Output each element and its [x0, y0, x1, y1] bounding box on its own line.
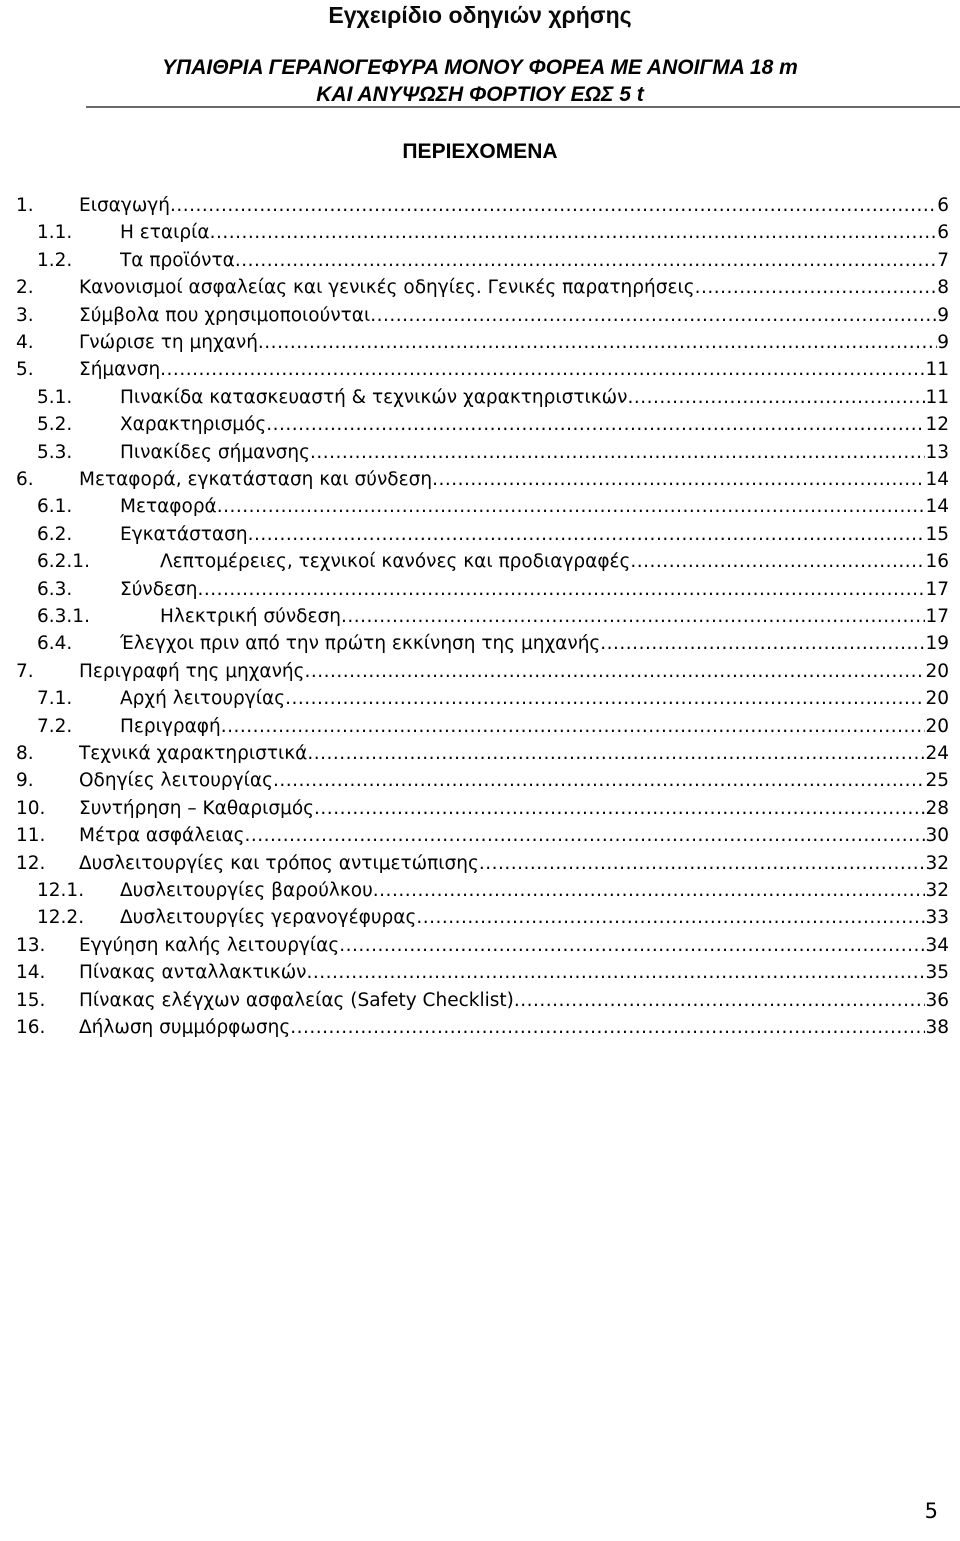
toc-dot-leader [341, 603, 926, 630]
toc-entry-page: 36 [925, 989, 949, 1011]
toc-dot-leader [307, 740, 925, 767]
toc-entry-body [120, 247, 949, 274]
toc-dot-leader [285, 685, 925, 712]
toc-entry-page: 35 [925, 962, 949, 984]
toc-dot-leader [235, 247, 937, 274]
toc-entry-page: 34 [925, 934, 949, 956]
page-number: 5 [924, 1499, 938, 1523]
toc-entry-number: 16. [16, 1017, 46, 1038]
toc-entry-page: 6 [937, 222, 949, 244]
toc-entry-body [120, 439, 949, 466]
toc-entry-body [160, 548, 949, 575]
toc-entry-title: Συντήρηση – Καθαρισμός [79, 797, 315, 819]
toc-entry-page: 20 [925, 660, 949, 682]
toc-entry-number: 6.2. [37, 523, 73, 545]
toc-entry-body [79, 767, 949, 794]
toc-dot-leader [221, 713, 926, 740]
toc-entry-page: 7 [937, 249, 949, 271]
toc-entry-title: Σύμβολα που χρησιμοποιούνται [79, 304, 371, 326]
toc-entry-number: 2. [16, 277, 34, 299]
toc-entry-body [79, 959, 949, 986]
toc-entry[interactable] [0, 302, 960, 329]
toc-entry-body [79, 356, 949, 383]
toc-entry-title: Εισαγωγή [79, 195, 170, 216]
toc-entry-body [120, 384, 949, 411]
toc-entry-number: 6. [16, 469, 34, 490]
toc-entry-body [120, 576, 949, 603]
document-header-title: Εγχειρίδιο οδηγιών χρήσης [328, 2, 632, 28]
toc-dot-leader [432, 466, 925, 493]
toc-entry-body [120, 521, 949, 548]
toc-entry-number: 12.2. [37, 907, 85, 929]
toc-entry-body [79, 302, 949, 329]
toc-entry-title: Πίνακας ανταλλακτικών [79, 962, 307, 984]
toc-entry[interactable] [0, 932, 960, 959]
toc-dot-leader [630, 548, 925, 575]
toc-entry-title: Έλεγχοι πριν από την πρώτη εκκίνηση της μηχανής [120, 633, 601, 655]
toc-entry-body [79, 795, 949, 822]
toc-entry-page: 32 [925, 880, 949, 901]
toc-entry-body [79, 1014, 949, 1041]
toc-entry-number: 6.4. [37, 633, 73, 655]
toc-entry-number: 6.3. [37, 578, 73, 600]
toc-entry-body [79, 274, 949, 301]
toc-entry-title: Λεπτομέρειες, τεχνικοί κανόνες και προδιαγραφές [160, 551, 631, 573]
toc-entry-body [120, 630, 949, 657]
toc-entry-title: Περιγραφή [120, 715, 221, 737]
toc-entry-title: Κανονισμοί ασφαλείας και γενικές οδηγίες. Γενικές παρατηρήσεις [79, 277, 695, 299]
toc-entry[interactable] [0, 767, 960, 794]
toc-entry-number: 5.3. [37, 441, 73, 463]
toc-entry-number: 5.2. [37, 414, 73, 436]
toc-entry[interactable] [0, 192, 960, 219]
toc-entry-body [120, 411, 949, 438]
toc-entry-body [120, 713, 949, 740]
toc-entry-page: 17 [925, 606, 949, 627]
toc-entry-number: 10. [16, 797, 46, 819]
toc-entry-title: Πίνακας ελέγχων ασφαλείας (Safety Checklist) [79, 989, 514, 1011]
toc-entry-number: 6.1. [37, 496, 73, 518]
toc-dot-leader [198, 576, 926, 603]
toc-entry-page: 32 [925, 852, 949, 874]
toc-entry[interactable] [0, 713, 960, 740]
toc-entry-body [79, 850, 949, 877]
toc-entry-page: 9 [937, 304, 949, 326]
toc-entry-title: Μέτρα ασφάλειας [79, 825, 245, 847]
toc-entry-number: 14. [16, 962, 46, 984]
toc-entry[interactable] [0, 439, 960, 466]
toc-entry-body [160, 603, 949, 630]
subtitle-line-2: ΚΑΙ ΑΝΥΨΩΣΗ ΦΟΡΤΙΟΥ ΕΩΣ 5 t [316, 83, 644, 106]
toc-entry-number: 5.1. [37, 386, 73, 408]
toc-dot-leader [373, 877, 926, 904]
toc-entry-number: 1.2. [37, 249, 73, 271]
toc-entry-number: 8. [16, 743, 34, 764]
toc-dot-leader [248, 521, 926, 548]
toc-entry-number: 13. [16, 934, 46, 956]
toc-entry-body [120, 877, 949, 904]
toc-dot-leader [370, 302, 937, 329]
toc-entry-title: Περιγραφή της μηχανής [79, 660, 305, 682]
toc-entry-title: Πινακίδα κατασκευαστή & τεχνικών χαρακτηριστικών [120, 386, 628, 408]
toc-entry[interactable] [0, 493, 960, 520]
toc-entry-title: Πινακίδες σήμανσης [120, 441, 310, 463]
toc-dot-leader [695, 274, 938, 301]
toc-entry-number: 7.2. [37, 715, 73, 737]
toc-entry[interactable] [0, 630, 960, 657]
toc-entry-number: 12.1. [37, 880, 85, 901]
toc-entry-body [79, 822, 949, 849]
toc-entry-page: 25 [925, 770, 949, 792]
toc-entry-title: Εγγύηση καλής λειτουργίας [79, 934, 340, 956]
toc-dot-leader [290, 1014, 925, 1041]
toc-entry-page: 8 [937, 277, 949, 299]
toc-dot-leader [245, 822, 926, 849]
toc-entry-title: Αρχή λειτουργίας [120, 688, 286, 710]
toc-dot-leader [210, 219, 938, 246]
toc-entry-body [79, 466, 949, 493]
toc-entry-number: 9. [16, 770, 34, 792]
toc-entry-body [79, 329, 949, 356]
toc-entry-number: 11. [16, 825, 46, 847]
toc-dot-leader [266, 411, 925, 438]
toc-dot-leader [314, 795, 925, 822]
toc-entry-page: 19 [925, 633, 949, 655]
toc-entry-page: 6 [937, 195, 949, 216]
toc-entry-page: 24 [925, 743, 949, 764]
toc-entry-body [120, 493, 949, 520]
toc-entry[interactable] [0, 356, 960, 383]
toc-entry-page: 12 [925, 414, 949, 436]
toc-entry[interactable] [0, 521, 960, 548]
toc-entry-title: Η εταιρία [120, 222, 210, 244]
toc-entry[interactable] [0, 987, 960, 1014]
toc-entry[interactable] [0, 384, 960, 411]
toc-entry-body [79, 987, 949, 1014]
toc-entry-page: 30 [925, 825, 949, 847]
toc-entry[interactable] [0, 850, 960, 877]
toc-dot-leader [479, 850, 926, 877]
toc-entry-body [120, 685, 949, 712]
toc-entry[interactable] [0, 603, 960, 630]
toc-entry-body [79, 932, 949, 959]
toc-entry-page: 14 [925, 496, 949, 518]
toc-entry-title: Δυσλειτουργίες γερανογέφυρας [120, 907, 417, 929]
toc-entry-page: 11 [925, 359, 949, 381]
toc-entry-title: Δυσλειτουργίες και τρόπος αντιμετώπισης [79, 852, 479, 874]
toc-dot-leader [416, 904, 925, 931]
toc-entry[interactable] [0, 822, 960, 849]
toc-entry[interactable] [0, 466, 960, 493]
toc-dot-leader [514, 987, 926, 1014]
toc-dot-leader [310, 439, 925, 466]
toc-heading: ΠΕΡΙΕΧΟΜΕΝΑ [402, 140, 558, 163]
toc-entry-page: 15 [925, 523, 949, 545]
toc-entry-title: Μεταφορά [120, 496, 217, 518]
toc-entry-title: Γνώρισε τη μηχανή [79, 332, 258, 353]
toc-entry[interactable] [0, 274, 960, 301]
toc-entry[interactable] [0, 576, 960, 603]
toc-entry-body [79, 192, 949, 219]
toc-dot-leader [258, 329, 937, 356]
header-rule [86, 106, 960, 108]
toc-entry-page: 20 [925, 688, 949, 710]
toc-entry-number: 7. [16, 660, 34, 682]
toc-entry[interactable] [0, 329, 960, 356]
toc-dot-leader [305, 658, 926, 685]
toc-entry-page: 17 [925, 578, 949, 600]
toc-dot-leader [600, 630, 925, 657]
toc-entry-page: 9 [937, 332, 949, 353]
toc-entry-page: 38 [925, 1017, 949, 1038]
toc-entry-title: Εγκατάσταση [120, 523, 248, 545]
toc-entry-page: 14 [925, 469, 949, 490]
toc-entry-body [79, 740, 949, 767]
toc-entry[interactable] [0, 795, 960, 822]
toc-entry-number: 7.1. [37, 688, 73, 710]
toc-entry[interactable] [0, 1014, 960, 1041]
toc-dot-leader [627, 384, 925, 411]
toc-entry-page: 28 [925, 797, 949, 819]
toc-entry-title: Σήμανση [79, 359, 161, 381]
toc-entry-page: 13 [925, 441, 949, 463]
toc-entry-title: Δυσλειτουργίες βαρούλκου [120, 880, 373, 901]
toc-entry-title: Δήλωση συμμόρφωσης [79, 1017, 291, 1038]
toc-entry-title: Τεχνικά χαρακτηριστικά [79, 743, 308, 764]
toc-dot-leader [170, 192, 937, 219]
toc-entry-title: Οδηγίες λειτουργίας [79, 770, 273, 792]
toc-entry[interactable] [0, 904, 960, 931]
toc-dot-leader [339, 932, 925, 959]
toc-entry[interactable] [0, 548, 960, 575]
toc-entry-number: 4. [16, 332, 34, 353]
toc-entry-number: 1.1. [37, 222, 73, 244]
toc-entry-number: 6.2.1. [37, 551, 90, 573]
toc-entry-number: 5. [16, 359, 34, 381]
toc-entry-page: 16 [925, 551, 949, 573]
toc-entry-title: Σύνδεση [120, 578, 198, 600]
toc-entry-number: 15. [16, 989, 46, 1011]
toc-entry[interactable] [0, 219, 960, 246]
toc-entry[interactable] [0, 658, 960, 685]
toc-entry-title: Χαρακτηρισμός [120, 414, 267, 436]
toc-entry-page: 11 [925, 386, 949, 408]
toc-entry[interactable] [0, 740, 960, 767]
toc-dot-leader [217, 493, 926, 520]
toc-entry-number: 3. [16, 304, 34, 326]
toc-entry-number: 12. [16, 852, 46, 874]
toc-entry[interactable] [0, 411, 960, 438]
toc-entry-title: Τα προϊόντα [120, 249, 235, 271]
toc-entry[interactable] [0, 959, 960, 986]
toc-entry[interactable] [0, 685, 960, 712]
document-subtitle [0, 54, 960, 108]
toc-entry-body [120, 219, 949, 246]
toc-entry-page: 20 [925, 715, 949, 737]
toc-entry[interactable] [0, 877, 960, 904]
toc-entry-page: 33 [925, 907, 949, 929]
subtitle-line-1: ΥΠΑΙΘΡΙΑ ΓΕΡΑΝΟΓΕΦΥΡΑ ΜΟΝΟΥ ΦΟΡΕΑ ΜΕ ΑΝΟΙΓΜΑ 18 m [162, 56, 798, 79]
toc-entry-title: Μεταφορά, εγκατάσταση και σύνδεση [79, 469, 433, 490]
toc-entry-title: Ηλεκτρική σύνδεση [160, 606, 341, 627]
toc-dot-leader [160, 356, 925, 383]
toc-entry[interactable] [0, 247, 960, 274]
toc-entry-number: 1. [16, 195, 34, 216]
toc-entry-body [79, 658, 949, 685]
toc-dot-leader [307, 959, 926, 986]
toc-dot-leader [273, 767, 926, 794]
toc-entry-body [120, 904, 949, 931]
toc-entry-number: 6.3.1. [37, 606, 90, 627]
